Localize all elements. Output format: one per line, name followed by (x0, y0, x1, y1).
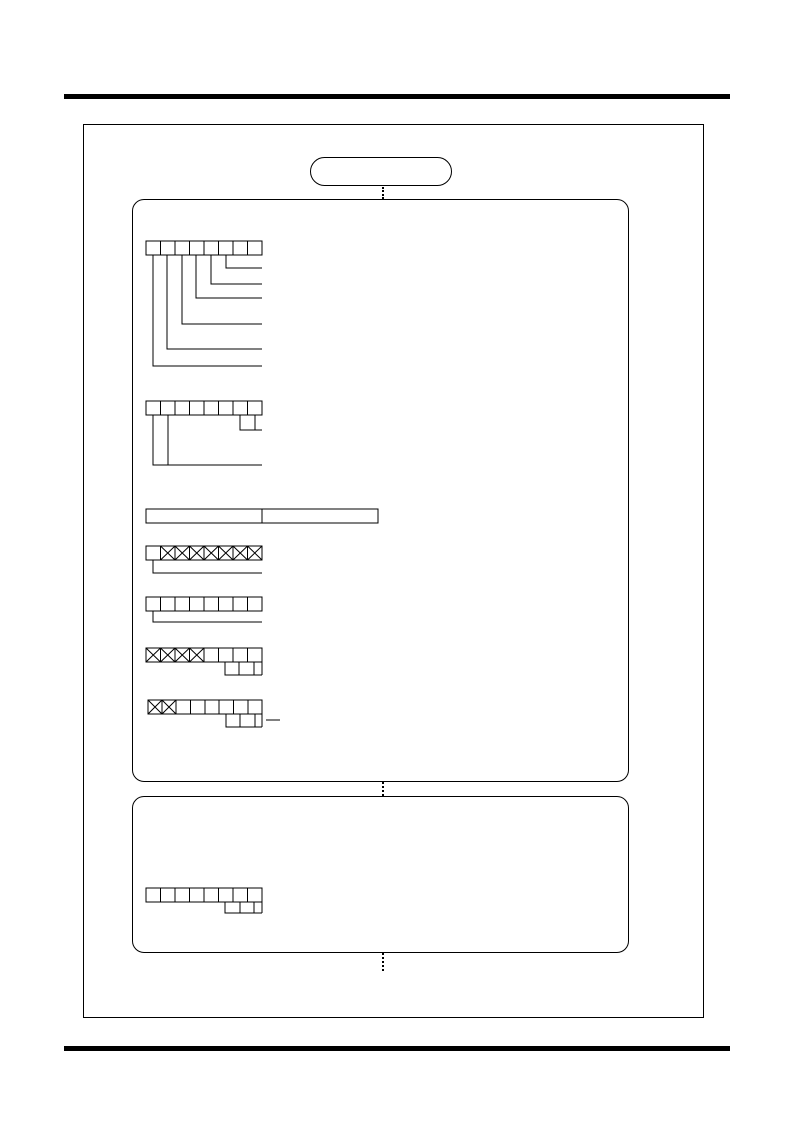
register-6 (148, 700, 280, 727)
register-3 (146, 546, 262, 573)
register-4 (146, 597, 262, 622)
register-7 (146, 888, 262, 913)
register-pair (146, 509, 378, 523)
register-1 (146, 241, 262, 366)
register-2 (146, 401, 262, 465)
register-5 (146, 648, 262, 675)
